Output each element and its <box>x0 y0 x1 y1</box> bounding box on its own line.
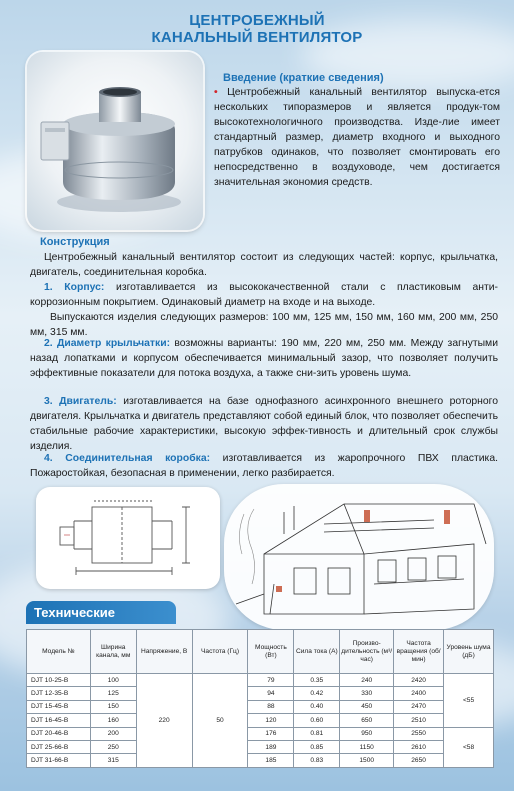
model-cell: DJT 25-66-B <box>27 740 91 753</box>
section-4-paragraph <box>30 451 498 481</box>
house-diagram <box>224 484 494 630</box>
rpm-cell: 2610 <box>394 740 444 753</box>
sizes-paragraph: Выпускаются изделия следующих размеров: 100 мм, 125 мм, 150 мм, 160 мм, 200 мм, 250 мм, 315 мм. <box>30 312 498 338</box>
section-3-text: изготавливается на базе однофазного асинхронного внешнего роторного двигателя. Крыльчатка и двигатель представляют собой единый блок, что позволяет обеспечить стабильные рабочие характеристики, высокую эффек-тивность и длительный срок службы изделия. <box>30 396 498 452</box>
section-1-label: 1. Корпус: <box>44 282 105 293</box>
intro-heading: Введение (краткие сведения) <box>223 72 384 84</box>
table-row <box>27 714 494 727</box>
rpm-cell: 2420 <box>394 674 444 687</box>
product-photo <box>27 52 203 230</box>
power-cell: 120 <box>248 714 294 727</box>
model-cell: DJT 20-46-B <box>27 727 91 740</box>
power-cell: 176 <box>248 727 294 740</box>
flow-cell: 1150 <box>340 740 394 753</box>
width-cell: 160 <box>90 714 136 727</box>
fan-illustration <box>27 52 203 230</box>
flow-cell: 950 <box>340 727 394 740</box>
section-3-paragraph <box>30 394 498 454</box>
construction-intro: Центробежный канальный вентилятор состоит из следующих частей: корпус, крыльчатка, двигатель, соединительная коробка. <box>30 252 498 278</box>
current-cell: 0.85 <box>294 740 340 753</box>
flow-cell: 240 <box>340 674 394 687</box>
bullet-marker: • <box>214 87 218 98</box>
rpm-cell: 2470 <box>394 700 444 713</box>
width-cell: 100 <box>90 674 136 687</box>
power-cell: 88 <box>248 700 294 713</box>
noise-cell: <55 <box>444 674 494 728</box>
current-cell: 0.42 <box>294 687 340 700</box>
width-cell: 315 <box>90 754 136 767</box>
model-cell: DJT 12-35-B <box>27 687 91 700</box>
dimension-drawing <box>36 487 220 589</box>
col-header: Сила тока (А) <box>294 630 340 674</box>
col-header: Модель № <box>27 630 91 674</box>
table-row <box>27 754 494 767</box>
current-cell: 0.83 <box>294 754 340 767</box>
model-cell: DJT 31-66-B <box>27 754 91 767</box>
table-row <box>27 687 494 700</box>
current-cell: 0.40 <box>294 700 340 713</box>
current-cell: 0.60 <box>294 714 340 727</box>
section-4-label: 4. Соединительная коробка: <box>44 453 211 464</box>
table-row <box>27 700 494 713</box>
col-header: Частота (Гц) <box>192 630 248 674</box>
flow-cell: 450 <box>340 700 394 713</box>
section-2-text: возможны варианты: 190 мм, 220 мм, 250 мм. Между загнутыми назад лопатками и корпусом обеспечивается минимальный зазор, что позволяет получить эффективные показатели для потока воздуха, а также сни-зить уровень шума. <box>30 338 498 379</box>
intro-text: Центробежный канальный вентилятор выпуска-ется нескольких типоразмеров и является продук-том высокотехнологичного производства. Изде-лие имеет стандартный размер, диаметр входного и выходного патрубков одинаков, что позволяет смонтировать его непосредственно в воздуховоде, чем достигается значительная экономия средств. <box>214 87 501 188</box>
rpm-cell: 2650 <box>394 754 444 767</box>
table-header-row <box>27 630 494 674</box>
model-cell: DJT 10-25-B <box>27 674 91 687</box>
width-cell: 200 <box>90 727 136 740</box>
col-header: Ширина канала, мм <box>90 630 136 674</box>
title-line-2: КАНАЛЬНЫЙ ВЕНТИЛЯТОР <box>151 29 363 46</box>
section-2-paragraph <box>30 336 498 381</box>
table-row <box>27 674 494 687</box>
page-title <box>0 12 514 46</box>
tech-params-heading: Технические <box>26 601 176 624</box>
fan-side-view-diagram <box>36 487 220 589</box>
table-row <box>27 727 494 740</box>
section-2-label: 2. Диаметр крыльчатки: <box>44 338 171 349</box>
current-cell: 0.35 <box>294 674 340 687</box>
width-cell: 125 <box>90 687 136 700</box>
col-header: Напряжение, В <box>136 630 192 674</box>
power-cell: 79 <box>248 674 294 687</box>
specs-table <box>26 629 494 768</box>
col-header: Частота вращения (об/мин) <box>394 630 444 674</box>
width-cell: 250 <box>90 740 136 753</box>
intro-paragraph <box>214 85 500 190</box>
flow-cell: 1500 <box>340 754 394 767</box>
rpm-cell: 2550 <box>394 727 444 740</box>
width-cell: 150 <box>90 700 136 713</box>
house-installation-illustration <box>224 484 494 630</box>
section-3-label: 3. Двигатель: <box>44 396 117 407</box>
section-1-paragraph <box>30 280 498 310</box>
col-header: Произво-дительность (м³/час) <box>340 630 394 674</box>
title-line-1: ЦЕНТРОБЕЖНЫЙ <box>189 12 325 29</box>
current-cell: 0.81 <box>294 727 340 740</box>
power-cell: 94 <box>248 687 294 700</box>
voltage-cell: 220 <box>136 674 192 768</box>
power-cell: 185 <box>248 754 294 767</box>
flow-cell: 330 <box>340 687 394 700</box>
table-row <box>27 740 494 753</box>
col-header: Уровень шума (дБ) <box>444 630 494 674</box>
flow-cell: 650 <box>340 714 394 727</box>
section-4-text: изготавливается из жаропрочного ПВХ пластика. Пожаростойкая, безопасная в применении, легко разбирается. <box>30 453 498 479</box>
model-cell: DJT 15-45-B <box>27 700 91 713</box>
model-cell: DJT 16-45-B <box>27 714 91 727</box>
rpm-cell: 2400 <box>394 687 444 700</box>
construction-heading: Конструкция <box>40 236 110 248</box>
power-cell: 189 <box>248 740 294 753</box>
col-header: Мощность (Вт) <box>248 630 294 674</box>
section-1-text: изготавливается из высококачественной стали с пластиковым анти-коррозионным покрытием. Одинаковый диаметр на входе и на выходе. <box>30 282 499 308</box>
noise-cell: <58 <box>444 727 494 767</box>
rpm-cell: 2510 <box>394 714 444 727</box>
frequency-cell: 50 <box>192 674 248 768</box>
